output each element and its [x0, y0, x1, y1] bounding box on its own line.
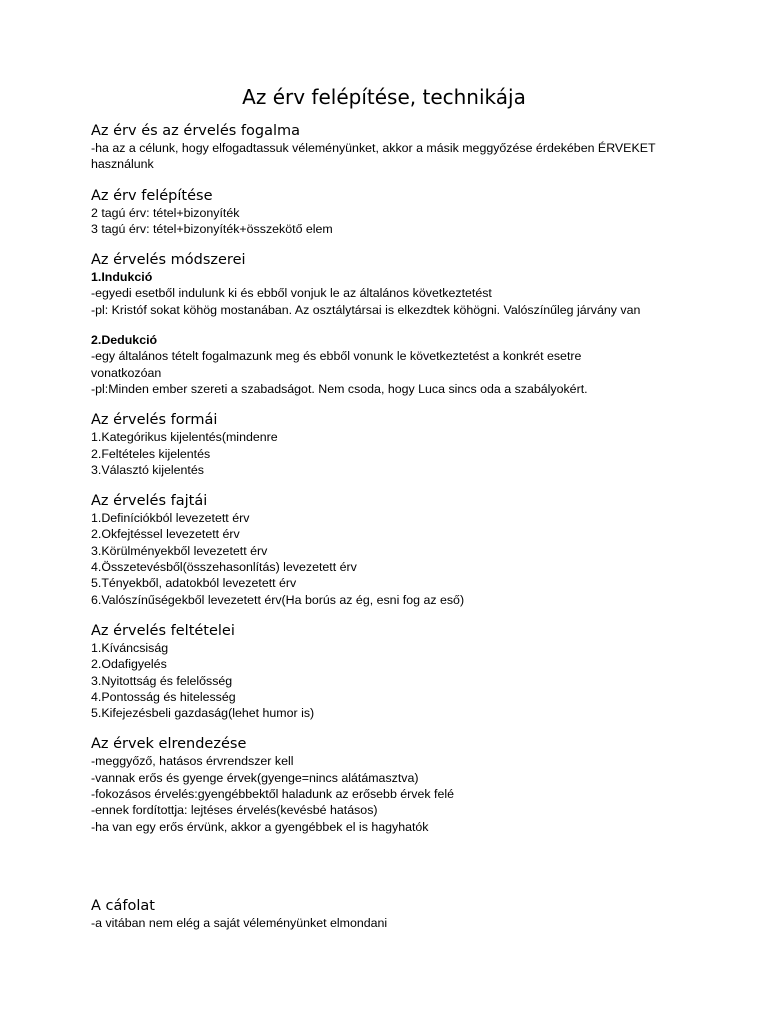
list-item: 4.Pontosság és hitelesség: [91, 689, 236, 704]
section-heading: Az érvelés módszerei: [91, 252, 246, 269]
list-item: 1.Definíciókból levezetett érv: [91, 511, 250, 526]
section-definition: [91, 122, 691, 173]
list-item: 5.Tényekből, adatokból levezetett érv: [91, 576, 297, 591]
section-heading: Az érv és az érvelés fogalma: [91, 123, 301, 139]
spacer: [91, 608, 691, 622]
section-heading: Az érvelés formái: [91, 412, 218, 429]
spacer: [91, 835, 691, 897]
paragraph-line: -pl: Kristóf sokat köhög mostanában. Az osztálytársai is elkezdtek köhögni. Valószínűleg járvány van: [91, 302, 641, 317]
list-item: -vannak erős és gyenge érvek(gyenge=nincs alátámasztva): [91, 770, 419, 785]
paragraph-line: -egyedi esetből indulunk ki és ebből vonjuk le az általános következtetést: [91, 286, 492, 301]
section-arrangement: [91, 735, 691, 834]
list-item: 1.Kíváncsiság: [91, 640, 169, 655]
paragraph-line: -pl:Minden ember szereti a szabadságot. Nem csoda, hogy Luca sincs oda a szabályokért.: [91, 381, 588, 396]
subheading-deduction: 2.Dedukció: [91, 333, 158, 348]
list-item: 3.Nyitottság és felelősség: [91, 673, 233, 688]
list-item: 1.Kategórikus kijelentés(mindenre: [91, 430, 278, 445]
document-title: Az érv felépítése, technikája: [242, 85, 526, 109]
list-item: 2.Odafigyelés: [91, 657, 167, 672]
list-item: -meggyőző, hatásos érvrendszer kell: [91, 754, 294, 769]
section-types: [91, 492, 691, 608]
spacer: [91, 397, 691, 411]
section-methods: [91, 251, 691, 397]
list-item: -ennek fordítottja: lejtéses érvelés(kevésbé hatásos): [91, 803, 378, 818]
section-heading: A cáfolat: [91, 897, 155, 914]
section-heading: Az érvek elrendezése: [91, 736, 247, 753]
spacer: [91, 173, 691, 187]
list-item: 4.Összetevésből(összehasonlítás) levezetett érv: [91, 560, 357, 575]
section-forms: [91, 411, 691, 478]
paragraph-line: 3 tagú érv: tétel+bizonyíték+összekötő elem: [91, 221, 333, 236]
list-item: 6.Valószínűségekből levezetett érv(Ha borús az ég, esni fog az eső): [91, 592, 465, 607]
paragraph-line: -ha az a célunk, hogy elfogadtassuk véleményünket, akkor a másik meggyőzése érdekében ÉRVEKET: [91, 141, 656, 155]
list-item: 3.Körülményekből levezetett érv: [91, 543, 268, 558]
subheading-induction: 1.Indukció: [91, 270, 153, 285]
list-item: -ha van egy erős érvünk, akkor a gyengébbek el is hagyhatók: [91, 819, 429, 834]
list-item: 5.Kifejezésbeli gazdaság(lehet humor is): [91, 706, 315, 721]
section-heading: Az érvelés feltételei: [91, 622, 235, 639]
section-structure: [91, 187, 691, 238]
list-item: 2.Okfejtéssel levezetett érv: [91, 527, 240, 542]
spacer: [91, 478, 691, 492]
spacer: [91, 721, 691, 735]
section-heading: Az érv felépítése: [91, 187, 213, 204]
spacer: [91, 237, 691, 251]
spacer: [91, 318, 691, 332]
list-item: -fokozásos érvelés:gyengébbektől haladunk az erősebb érvek felé: [91, 787, 454, 802]
document-body: [91, 122, 691, 931]
section-conditions: [91, 622, 691, 721]
paragraph-line: használunk: [91, 157, 154, 172]
paragraph-line: -egy általános tételt fogalmazunk meg és ebből vonunk le következtetést a konkrét esetre: [91, 349, 582, 364]
paragraph-line: 2 tagú érv: tétel+bizonyíték: [91, 205, 240, 220]
section-refutation: [91, 897, 691, 931]
paragraph-line: vonatkozóan: [91, 365, 162, 380]
list-item: 3.Választó kijelentés: [91, 462, 204, 477]
paragraph-line: -a vitában nem elég a saját véleményünket elmondani: [91, 915, 388, 930]
section-heading: Az érvelés fajtái: [91, 493, 208, 510]
list-item: 2.Feltételes kijelentés: [91, 446, 211, 461]
